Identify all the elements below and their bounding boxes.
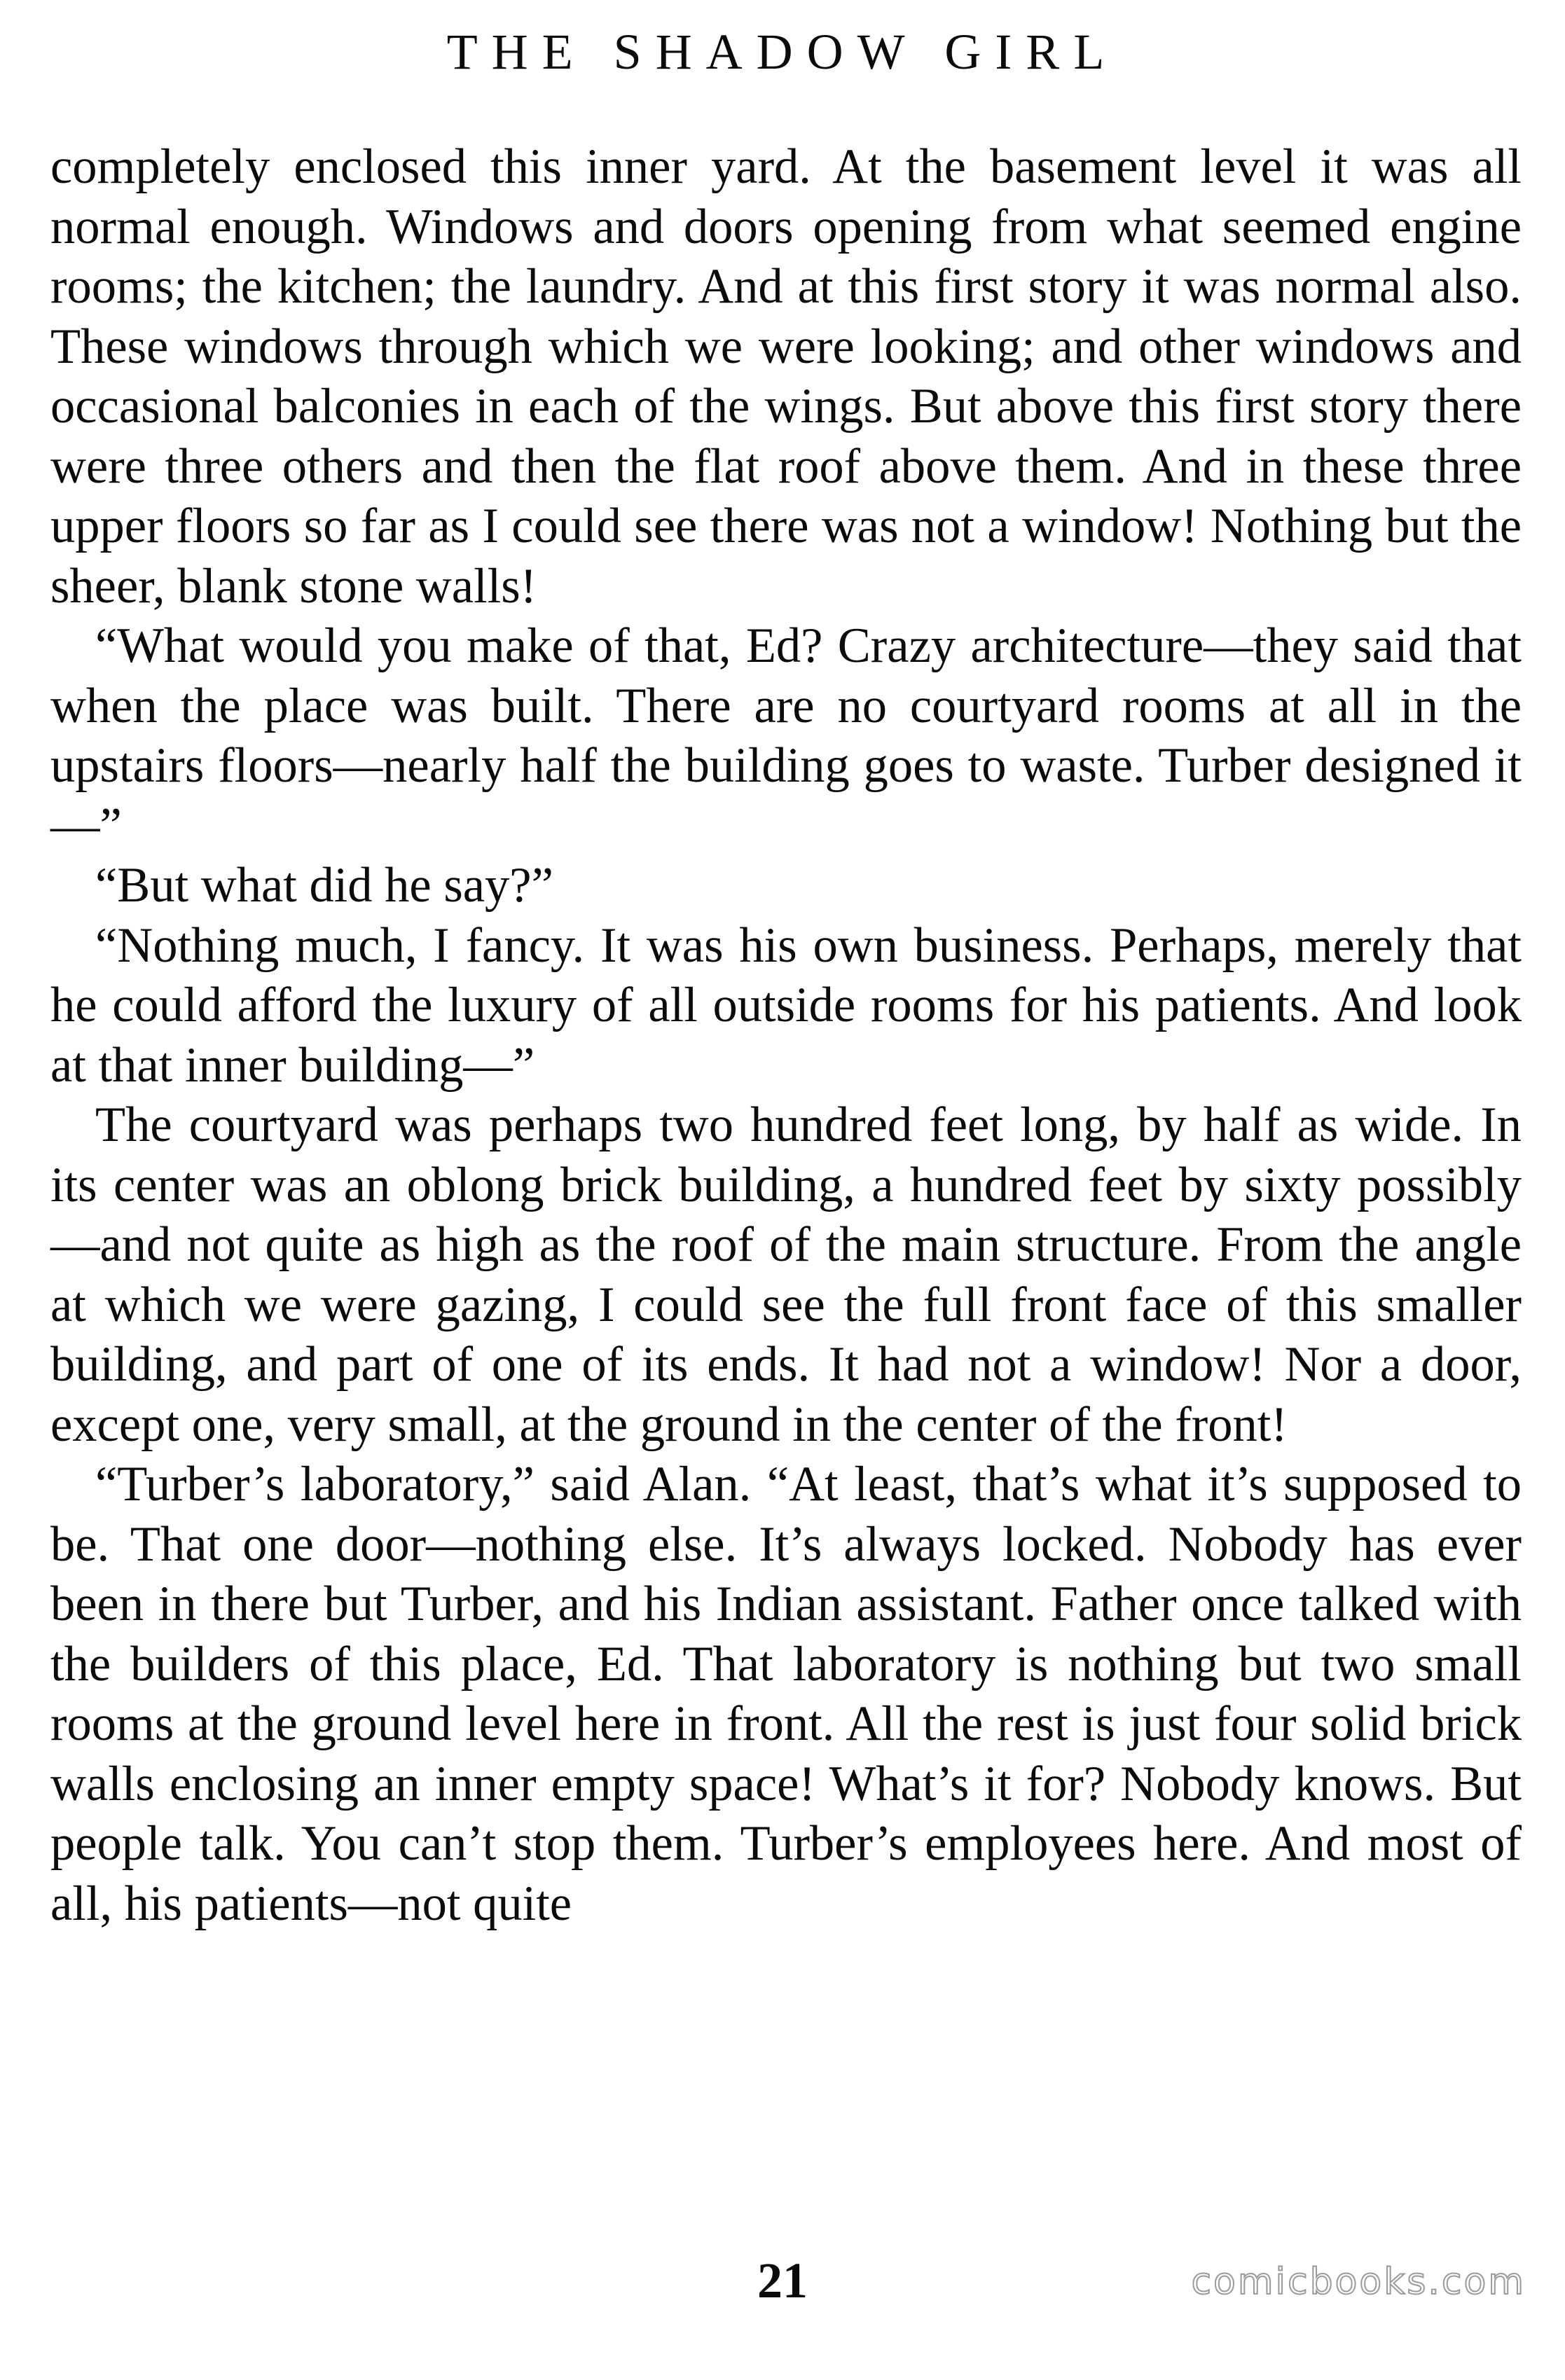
paragraph-5: The courtyard was perhaps two hundred feet long, by half as wide. In its center was an oblong brick building, a hundred feet by sixty possibly—and not quite as high as the roof of the main structure. From the angle at which we were gazing, I could see the full front face of this smaller building, and part of one of its ends. It had not a window! Nor a door, except one, very small, at the ground in the center of the front! <box>50 1098 1522 1452</box>
paragraph-6: “Turber’s laboratory,” said Alan. “At least, that’s what it’s supposed to be. That one door—nothing else. It’s always locked. Nobody has ever been in there but Turber, and his Indian assistant. Father once talked with the builders of this place, Ed. That laboratory is nothing but two small rooms at the ground level here in front. All the rest is just four solid brick walls enclosing an inner empty space! What’s it for? Nobody knows. But people talk. You can’t stop them. Turber’s employees here. And most of all, his patients—not quite <box>50 1457 1522 1931</box>
paragraph-1: completely enclosed this inner yard. At the basement level it was all normal enough. Windows and doors opening from what seemed engine rooms; the kitchen; the laundry. And at this first story it was normal also. These windows through which we were looking; and other windows and occasional balconies in each of the wings. But above this first story there were three others and then the flat roof above them. And in these three upper floors so far as I could see there was not a window! Nothing but the sheer, blank stone walls! <box>50 139 1522 614</box>
paragraph-2: “What would you make of that, Ed? Crazy architecture—they said that when the place was built. There are no courtyard rooms at all in the upstairs floors—nearly half the building goes to waste. Turber designed it—” <box>50 618 1522 853</box>
source-watermark: comicbooks.com <box>1191 2261 1526 2303</box>
page-number: 21 <box>757 2253 808 2309</box>
running-header: THE SHADOW GIRL <box>446 24 1119 80</box>
paragraph-3: “But what did he say?” <box>95 858 553 913</box>
paragraph-4: “Nothing much, I fancy. It was his own business. Perhaps, merely that he could afford the luxury of all outside rooms for his patients. And look at that inner building—” <box>50 918 1522 1093</box>
body-text <box>50 137 1522 1934</box>
